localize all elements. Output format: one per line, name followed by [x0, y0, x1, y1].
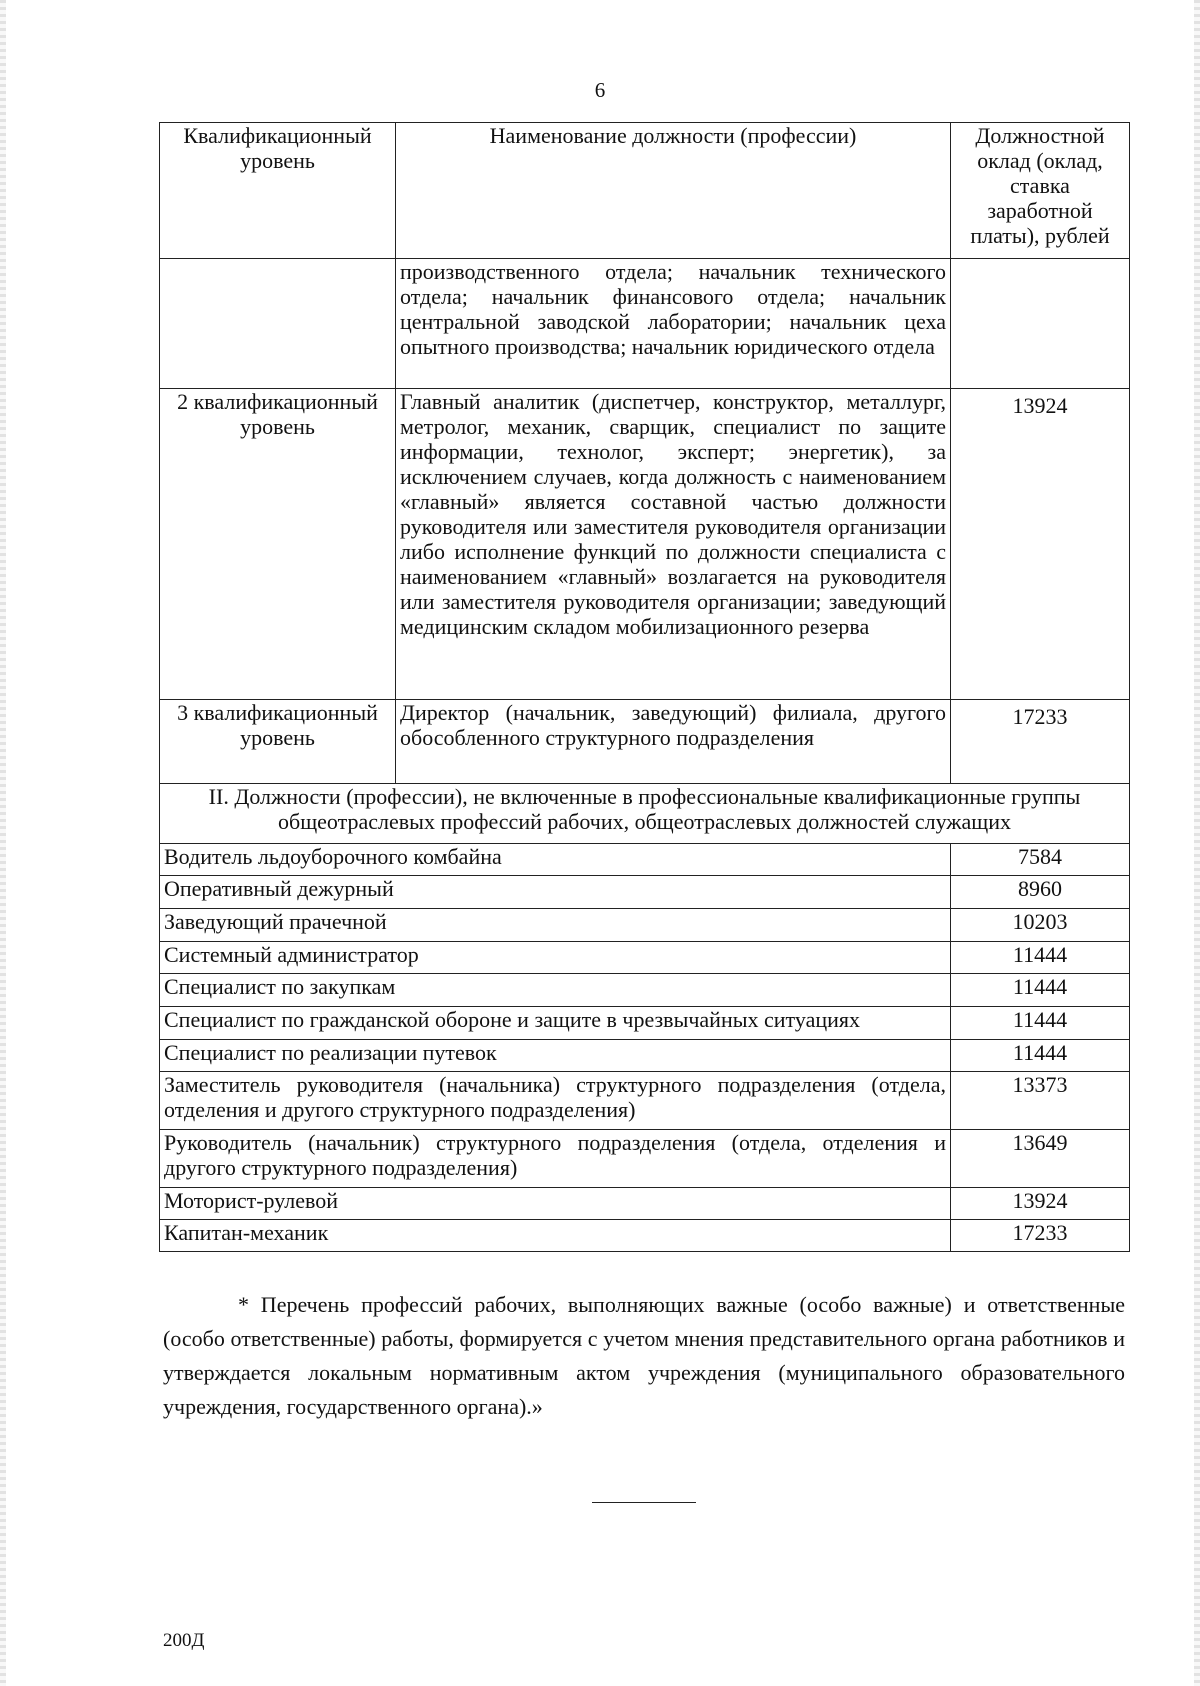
row-name: Системный администратор: [160, 942, 951, 974]
row-salary: 13924: [951, 1188, 1130, 1220]
level-2-position: Главный аналитик (диспетчер, конструктор, металлург, метролог, механик, сварщик, специалист по защите информации, технолог, эксперт; энергетик), за исключением случаев, когда должность с наименованием «главный» является составной частью должности руководителя или заместителя руководителя организации либо исполнение функций по должности специалиста с наименованием «главный» возлагается на руководителя или заместителя руководителя организации; заведующий медицинским складом мобилизационного резерва: [396, 389, 951, 700]
continuation-level: [160, 259, 396, 389]
table-row: [160, 1188, 1130, 1220]
table-row-continuation: [160, 259, 1130, 389]
continuation-salary: [951, 259, 1130, 389]
row-name: Специалист по закупкам: [160, 974, 951, 1007]
row-salary: 17233: [951, 1220, 1130, 1252]
level-3-position: Директор (начальник, заведующий) филиала, другого обособленного структурного подразделения: [396, 700, 951, 784]
table-row: [160, 942, 1130, 974]
row-salary: 11444: [951, 1007, 1130, 1040]
header-level: Квалификационный уровень: [160, 123, 396, 259]
header-position: Наименование должности (профессии): [396, 123, 951, 259]
level-3-salary: 17233: [951, 700, 1130, 784]
scan-edge-right: [1194, 0, 1200, 1686]
salary-table: [159, 122, 1130, 1252]
row-name: Заведующий прачечной: [160, 909, 951, 942]
table-row: [160, 1040, 1130, 1072]
row-name: Специалист по гражданской обороне и защите в чрезвычайных ситуациях: [160, 1007, 951, 1040]
section-title: II. Должности (профессии), не включенные в профессиональные квалификационные группы общеотраслевых профессий рабочих, общеотраслевых должностей служащих: [160, 784, 1130, 844]
table-row: [160, 1007, 1130, 1040]
row-salary: 7584: [951, 844, 1130, 876]
row-salary: 8960: [951, 876, 1130, 909]
row-salary: 11444: [951, 974, 1130, 1007]
row-name: Моторист-рулевой: [160, 1188, 951, 1220]
header-salary: Должностной оклад (оклад, ставка заработной платы), рублей: [951, 123, 1130, 259]
scan-edge-left: [0, 0, 6, 1686]
section-header-row: [160, 784, 1130, 844]
row-name: Руководитель (начальник) структурного подразделения (отдела, отделения и другого структурного подразделения): [160, 1130, 951, 1188]
row-name: Специалист по реализации путевок: [160, 1040, 951, 1072]
row-name: Заместитель руководителя (начальника) структурного подразделения (отдела, отделения и другого структурного подразделения): [160, 1072, 951, 1130]
table-row: [160, 1072, 1130, 1130]
row-salary: 10203: [951, 909, 1130, 942]
level-2-label: 2 квалификационный уровень: [160, 389, 396, 700]
row-salary: 11444: [951, 942, 1130, 974]
row-name: Оперативный дежурный: [160, 876, 951, 909]
row-salary: 13373: [951, 1072, 1130, 1130]
footnote: * Перечень профессий рабочих, выполняющих важные (особо важные) и ответственные (особо ответственные) работы, формируется с учетом мнения представительного органа работников и утверждается локальным нормативным актом учреждения (муниципального образовательного учреждения, государственного органа).»: [163, 1292, 1125, 1419]
table-row-level-2: [160, 389, 1130, 700]
table-row: [160, 1220, 1130, 1252]
table-row-level-3: [160, 700, 1130, 784]
document-code: 200Д: [163, 1630, 205, 1651]
row-salary: 11444: [951, 1040, 1130, 1072]
row-name: Водитель льдоуборочного комбайна: [160, 844, 951, 876]
table-row: [160, 974, 1130, 1007]
page-number: 6: [594, 78, 606, 102]
level-3-label: 3 квалификационный уровень: [160, 700, 396, 784]
end-divider: [592, 1502, 696, 1503]
table-row: [160, 876, 1130, 909]
table-header-row: [160, 123, 1130, 259]
table-row: [160, 844, 1130, 876]
table-row: [160, 909, 1130, 942]
row-name: Капитан-механик: [160, 1220, 951, 1252]
table-row: [160, 1130, 1130, 1188]
level-2-salary: 13924: [951, 389, 1130, 700]
row-salary: 13649: [951, 1130, 1130, 1188]
continuation-position: производственного отдела; начальник технического отдела; начальник финансового отдела; начальник центральной заводской лаборатории; начальник цеха опытного производства; начальник юридического отдела: [396, 259, 951, 389]
